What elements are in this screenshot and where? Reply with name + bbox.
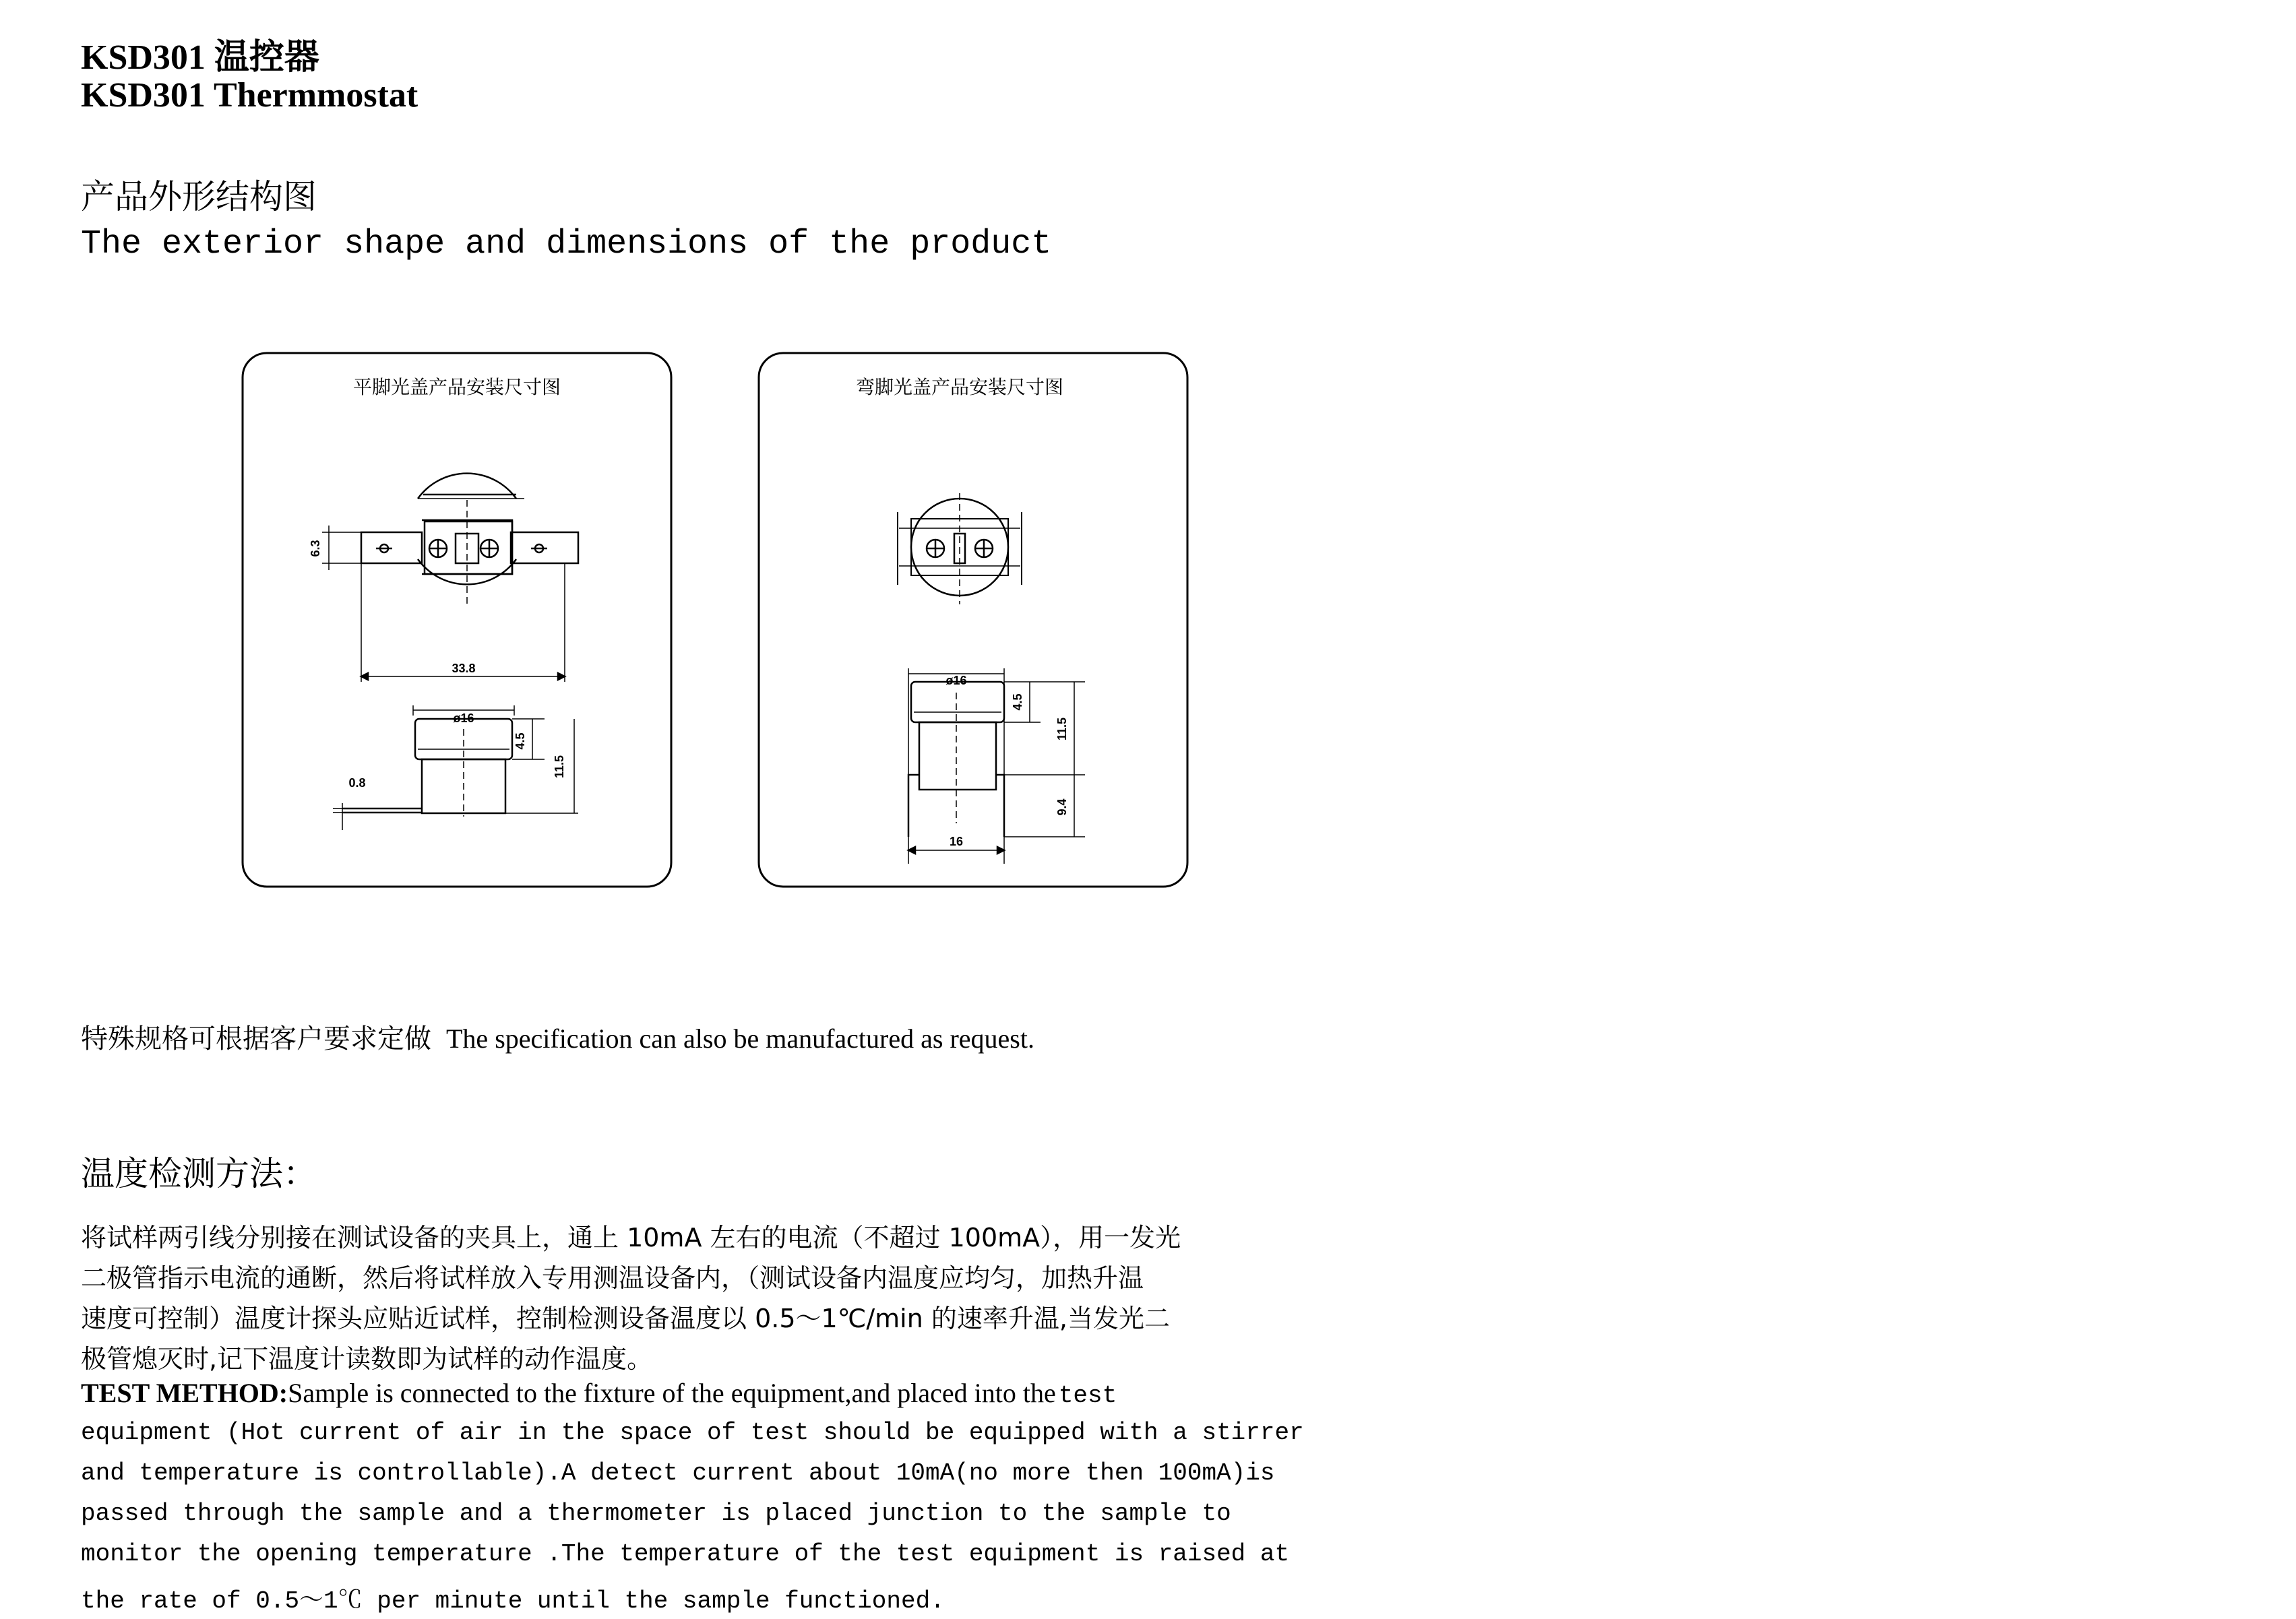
top-view [322, 474, 578, 682]
dim-leg-label: 9.4 [1055, 798, 1069, 816]
section2-heading-cn: 温度检测方法： [81, 1154, 317, 1193]
cn-paragraph-line-3: 速度可控制）温度计探头应贴近试样，控制检测设备温度以 0.5～1℃/min 的速率升温,当发光二 [81, 1304, 1170, 1333]
diagram-bent-leg-drawing [757, 352, 1189, 888]
test-method-first-mono: test [1058, 1382, 1117, 1409]
dim-cap-label: 4.5 [514, 732, 527, 750]
title-line-2: KSD301 Thermmostat [81, 76, 418, 115]
dim-width-label: 33.8 [452, 662, 476, 675]
panel-frame [759, 353, 1187, 887]
panel-frame [243, 353, 671, 887]
dim-diameter-label: ø16 [945, 674, 967, 687]
dim-width-label: 16 [949, 835, 964, 848]
cn-paragraph-line-4: 极管熄灭时,记下温度计读数即为试样的动作温度。 [81, 1344, 653, 1374]
dim-cap-label: 4.5 [1011, 693, 1024, 711]
test-method-first-text: Sample is connected to the fixture of the equipment,and placed into the [288, 1378, 1056, 1408]
title-line-1: KSD301 温控器 [81, 38, 319, 77]
diagram-flat-leg-drawing [241, 352, 673, 888]
diagram-caption: 弯脚光盖产品安装尺寸图 [855, 376, 1064, 398]
cn-paragraph-line-2: 二极管指示电流的通断，然后将试样放入专用测温设备内，（测试设备内温度应均匀，加热升温 [81, 1263, 1144, 1293]
section1-heading-en: The exterior shape and dimensions of the product [81, 225, 1052, 263]
note-en: The specification can also be manufactured as request. [446, 1023, 1034, 1054]
en-paragraph-line-6: the rate of 0.5～1℃ per minute until the sample functioned. [81, 1587, 945, 1615]
en-paragraph-line-2: equipment (Hot current of air in the space of test should be equipped with a stirrer [81, 1419, 1304, 1447]
en-paragraph-line-5: monitor the opening temperature .The temperature of the test equipment is raised at [81, 1540, 1290, 1568]
note-cn: 特殊规格可根据客户要求定做 [81, 1023, 431, 1054]
side-view [908, 668, 1085, 864]
diagram-flat-leg [241, 352, 673, 888]
en-paragraph-line-3: and temperature is controllable).A detect current about 10mA(no more then 100mA)is [81, 1459, 1275, 1487]
dim-diameter-label: ø16 [453, 711, 474, 725]
dim-total-label: 11.5 [1055, 717, 1069, 741]
section1-heading-cn: 产品外形结构图 [81, 177, 317, 216]
en-paragraph-line-4: passed through the sample and a thermometer is placed junction to the sample to [81, 1500, 1231, 1527]
test-method-line-1 [81, 1377, 1117, 1409]
dim-thickness-label: 0.8 [348, 776, 366, 790]
custom-spec-note [81, 1017, 1034, 1056]
cn-paragraph-line-1: 将试样两引线分别接在测试设备的夹具上，通上 10mA 左右的电流（不超过 100mA），用一发光 [81, 1223, 1181, 1252]
test-method-label: TEST METHOD: [81, 1378, 288, 1408]
diagram-bent-leg [757, 352, 1189, 888]
diagram-caption: 平脚光盖产品安装尺寸图 [352, 376, 561, 398]
dim-height-label: 6.3 [309, 540, 322, 557]
dim-total-label: 11.5 [553, 755, 566, 779]
top-view [898, 493, 1022, 604]
